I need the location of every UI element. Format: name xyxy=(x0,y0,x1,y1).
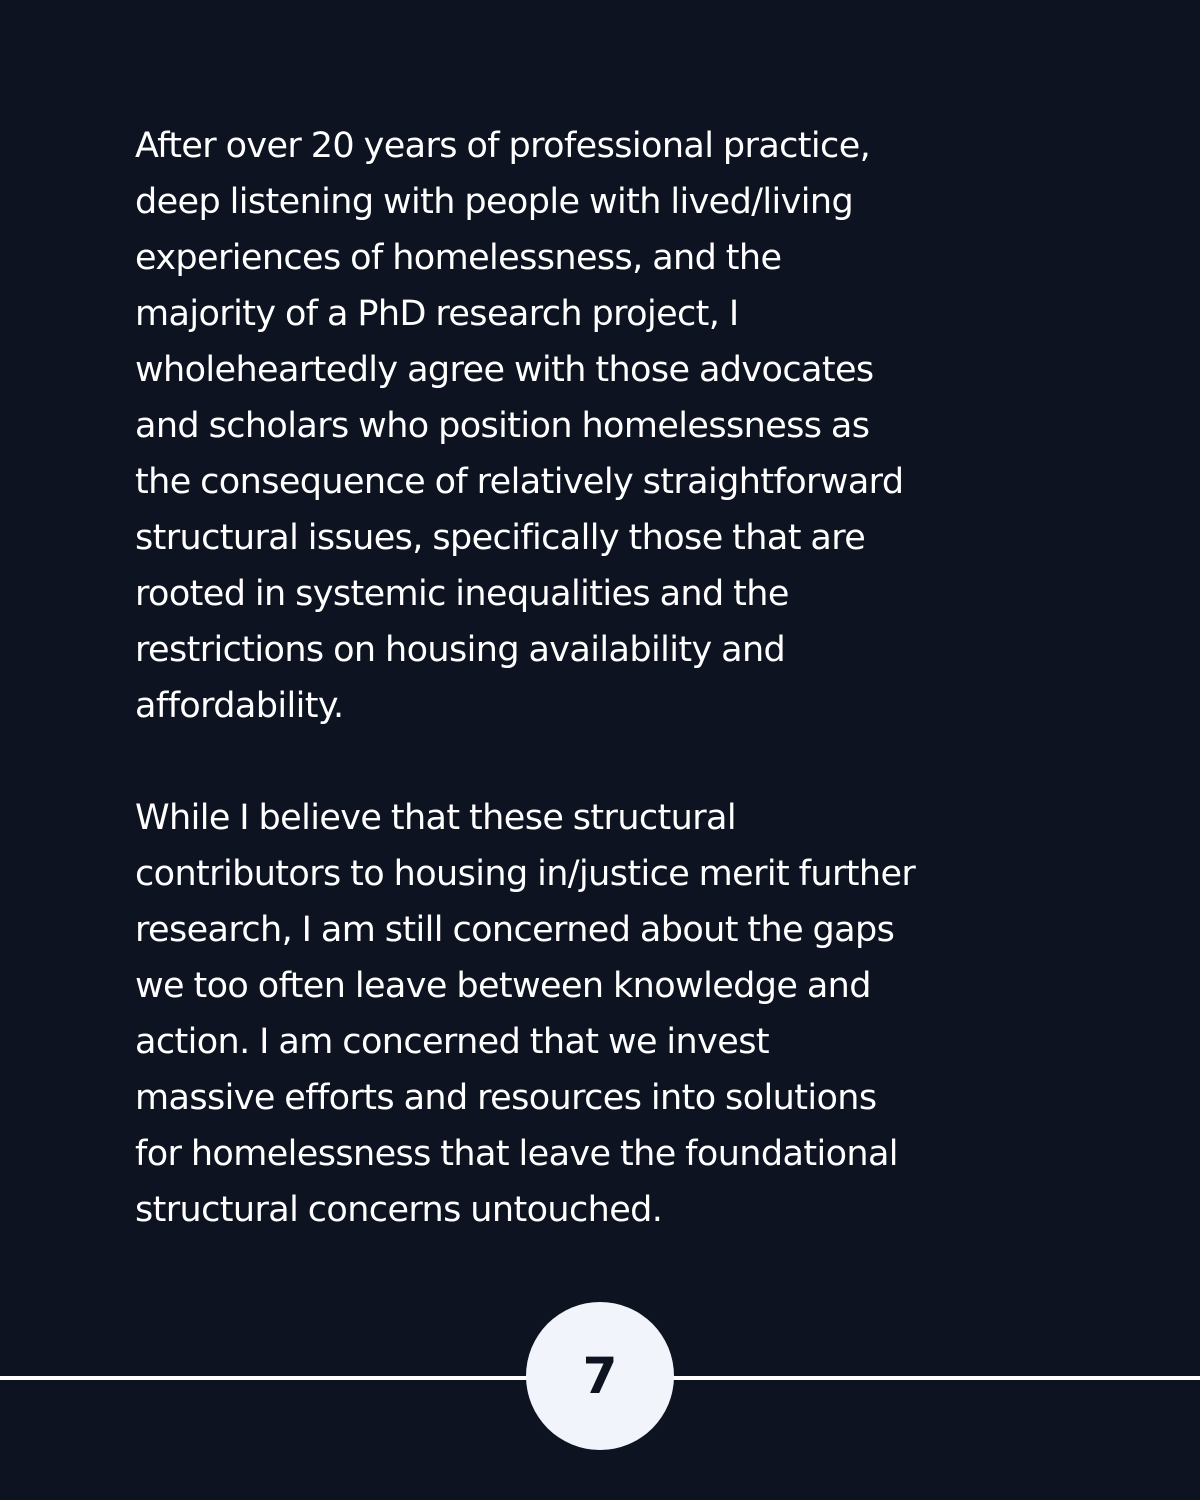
page-number-badge xyxy=(526,1302,674,1450)
paragraph-line: wholeheartedly agree with those advocates xyxy=(135,350,874,390)
paragraph-line: research, I am still concerned about the gaps xyxy=(135,910,895,950)
paragraph-line: the consequence of relatively straightforward xyxy=(135,462,904,502)
paragraph-1 xyxy=(135,118,1080,734)
page-number: 7 xyxy=(582,1347,618,1405)
paragraph-line: majority of a PhD research project, I xyxy=(135,294,739,334)
paragraph-line: After over 20 years of professional practice, xyxy=(135,126,871,166)
paragraph-line: restrictions on housing availability and xyxy=(135,630,786,670)
paragraph-line: deep listening with people with lived/living xyxy=(135,182,854,222)
paragraph-line: action. I am concerned that we invest xyxy=(135,1022,769,1062)
paragraph-line: structural issues, specifically those that are xyxy=(135,518,866,558)
paragraph-line: we too often leave between knowledge and xyxy=(135,966,871,1006)
paragraph-line: for homelessness that leave the foundational xyxy=(135,1134,898,1174)
paragraph-2 xyxy=(135,790,1080,1238)
divider-line-left xyxy=(0,1376,530,1380)
paragraph-line: affordability. xyxy=(135,686,344,726)
paragraph-line: contributors to housing in/justice merit further xyxy=(135,854,916,894)
divider-line-right xyxy=(670,1376,1200,1380)
paragraph-line: and scholars who position homelessness as xyxy=(135,406,870,446)
paragraph-line: rooted in systemic inequalities and the xyxy=(135,574,789,614)
paragraph-line: experiences of homelessness, and the xyxy=(135,238,782,278)
paragraph-line: While I believe that these structural xyxy=(135,798,737,838)
paragraph-line: massive efforts and resources into solutions xyxy=(135,1078,877,1118)
body-text xyxy=(135,118,1080,1238)
paragraph-line: structural concerns untouched. xyxy=(135,1190,663,1230)
